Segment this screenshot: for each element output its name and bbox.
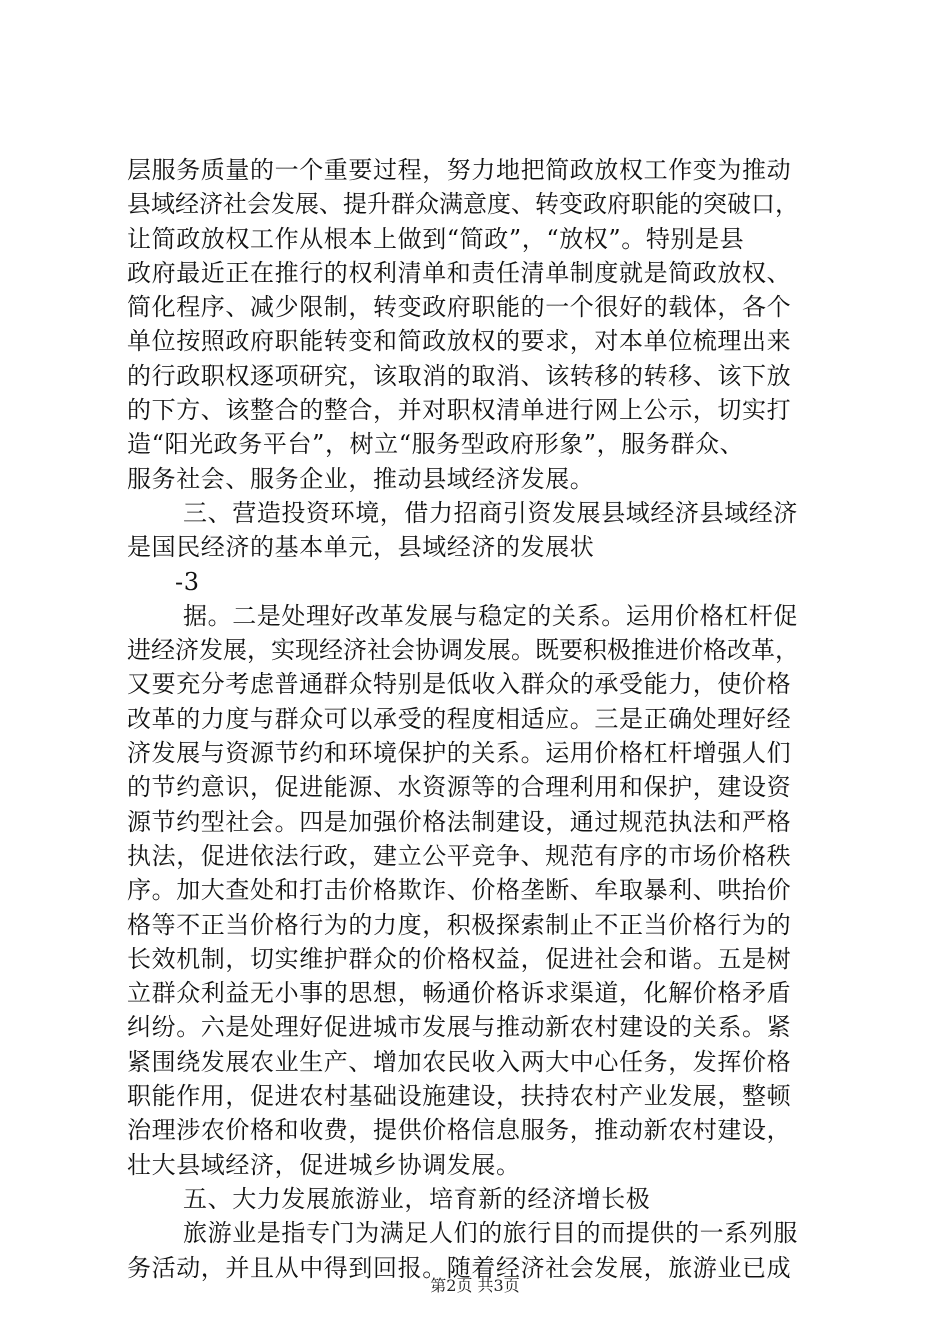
text-line: 层服务质量的一个重要过程，努力地把简政放权工作变为推动	[127, 156, 792, 184]
text-line: 的下方、该整合的整合，并对职权清单进行网上公示，切实打	[127, 396, 792, 425]
text-line: 据。二是处理好改革发展与稳定的关系。运用价格杠杆促	[183, 601, 798, 630]
text-line: 紧围绕发展农业生产、增加农民收入两大中心任务，发挥价格	[127, 1047, 792, 1076]
text-line: 又要充分考虑普通群众特别是低收入群众的承受能力，使价格	[127, 670, 792, 699]
page-number-marker: -3	[175, 567, 200, 596]
text-line: 让简政放权工作从根本上做到“简政”，“放权”。特别是县	[127, 224, 745, 253]
text-line: 务活动，并且从中得到回报。随着经济社会发展，旅游业已成	[127, 1253, 792, 1282]
text-line: 的节约意识，促进能源、水资源等的合理利用和保护，建设资	[127, 773, 792, 802]
text-line: 职能作用，促进农村基础设施建设，扶持农村产业发展，整顿	[127, 1082, 792, 1111]
paragraph-simplify-administration	[127, 153, 827, 496]
text-line: 执法，促进依法行政，建立公平竞争、规范有序的市场价格秩	[127, 841, 792, 870]
text-line: 政府最近正在推行的权利清单和责任清单制度就是简政放权、	[127, 258, 792, 287]
text-line: 序。加大查处和打击价格欺诈、价格垄断、牟取暴利、哄抬价	[127, 876, 792, 905]
text-line: 县域经济社会发展、提升群众满意度、转变政府职能的突破口，	[127, 190, 799, 219]
text-line: 旅游业是指专门为满足人们的旅行目的而提供的一系列服	[183, 1219, 798, 1248]
text-line: 造“阳光政务平台”，树立“服务型政府形象”，服务群众、	[127, 430, 745, 459]
text-line: 立群众利益无小事的思想，畅通价格诉求渠道，化解价格矛盾	[127, 979, 792, 1008]
text-line: 治理涉农价格和收费，提供价格信息服务，推动新农村建设，	[127, 1116, 792, 1145]
text-line: 格等不正当价格行为的力度，积极探索制止不正当价格行为的	[127, 910, 792, 939]
text-line: 进经济发展，实现经济社会协调发展。既要积极推进价格改革，	[127, 636, 799, 665]
text-line: 的行政职权逐项研究，该取消的取消、该转移的转移、该下放	[127, 361, 792, 390]
text-line: 长效机制，切实维护群众的价格权益，促进社会和谐。五是树	[127, 944, 792, 973]
document-body	[127, 153, 827, 1285]
text-line: 壮大县域经济，促进城乡协调发展。	[127, 1150, 521, 1179]
text-line: 单位按照政府职能转变和简政放权的要求，对本单位梳理出来	[127, 327, 792, 356]
text-line: 服务社会、服务企业，推动县域经济发展。	[127, 464, 595, 493]
text-line: 是国民经济的基本单元，县域经济的发展状	[127, 533, 595, 562]
section-heading-3: 三、营造投资环境，借力招商引资发展县域经济县域经济	[183, 498, 798, 527]
section-heading-5: 五、大力发展旅游业，培育新的经济增长极	[183, 1184, 651, 1213]
paragraph-tourism	[127, 1216, 827, 1285]
text-line: 改革的力度与群众可以承受的程度相适应。三是正确处理好经	[127, 704, 792, 733]
text-line: 济发展与资源节约和环境保护的关系。运用价格杠杆增强人们	[127, 739, 792, 768]
paragraph-price-reform	[127, 599, 827, 1182]
text-line: 纠纷。六是处理好促进城市发展与推动新农村建设的关系。紧	[127, 1013, 792, 1042]
text-line: 源节约型社会。四是加强价格法制建设，通过规范执法和严格	[127, 807, 792, 836]
page-footer: 第2页 共3页	[430, 1276, 520, 1295]
paragraph-investment-environment	[127, 496, 827, 565]
text-line: 简化程序、减少限制，转变政府职能的一个很好的载体，各个	[127, 293, 792, 322]
